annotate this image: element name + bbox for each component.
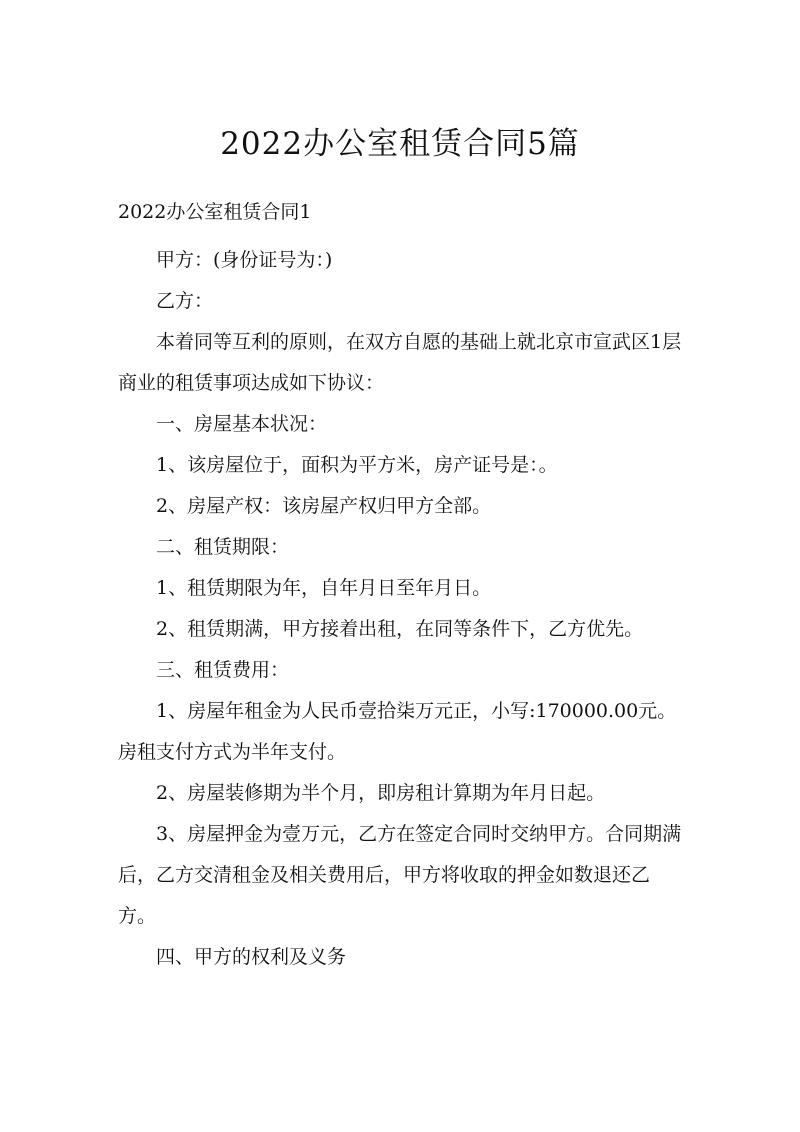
document-subtitle: 2022办公室租赁合同1 xyxy=(118,201,312,223)
paragraph: 二、租赁期限： xyxy=(156,536,290,558)
paragraph: 本着同等互利的原则，在双方自愿的基础上就北京市宣武区1层商业的租赁事项达成如下协议： xyxy=(118,331,682,394)
paragraph: 1、该房屋位于，面积为平方米，房产证号是：。 xyxy=(156,454,558,476)
paragraph: 甲方：(身份证号为：) xyxy=(156,249,333,271)
paragraph: 乙方： xyxy=(156,290,214,312)
paragraph: 四、甲方的权利及义务 xyxy=(156,946,347,968)
document-body xyxy=(118,240,686,978)
paragraph: 2、租赁期满，甲方接着出租，在同等条件下，乙方优先。 xyxy=(156,618,644,640)
paragraph: 2、房屋装修期为半个月，即房租计算期为年月日起。 xyxy=(156,782,606,804)
paragraph: 2、房屋产权：该房屋产权归甲方全部。 xyxy=(156,495,492,517)
document-title: 2022办公室租赁合同5篇 xyxy=(220,126,580,162)
paragraph: 1、租赁期限为年，自年月日至年月日。 xyxy=(156,577,492,599)
paragraph: 3、房屋押金为壹万元，乙方在签定合同时交纳甲方。合同期满后，乙方交清租金及相关费用后，甲方将收取的押金如数退还乙方。 xyxy=(118,823,682,927)
paragraph: 三、租赁费用： xyxy=(156,659,290,681)
paragraph: 1、房屋年租金为人民币壹拾柒万元正，小写:170000.00元。房租支付方式为半年支付。 xyxy=(118,700,677,763)
paragraph: 一、房屋基本状况： xyxy=(156,413,328,435)
